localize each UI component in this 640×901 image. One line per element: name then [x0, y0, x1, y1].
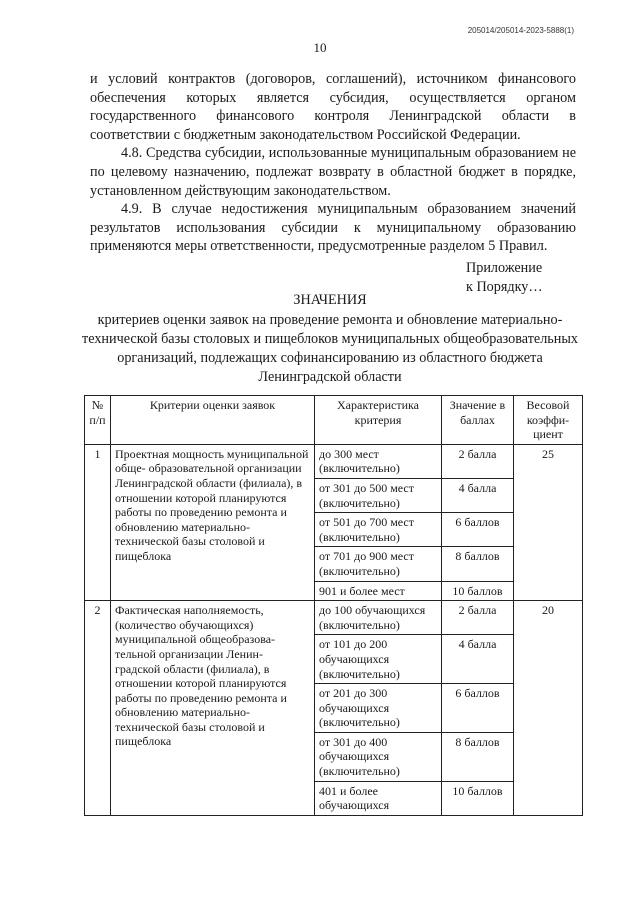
body-text — [90, 70, 576, 256]
score-cell: 8 баллов — [442, 732, 514, 781]
criterion-text: Фактическая наполняемость, (количество обучающихся) муниципальной общеобразова- тельной организации Ленин- градской области (филиала), в отношении которой планируются работы по проведению ремонта и обновлению материально- технической базы столовой и пищеблока — [111, 601, 315, 816]
score-cell: 2 балла — [442, 601, 514, 635]
score-cell: 10 баллов — [442, 781, 514, 815]
characteristic-cell: 401 и более обучающихся — [315, 781, 442, 815]
table-row — [85, 444, 583, 478]
row-number: 1 — [85, 444, 111, 600]
characteristic-cell: от 301 до 500 мест (включительно) — [315, 478, 442, 512]
row-number: 2 — [85, 601, 111, 816]
document-subtitle: критериев оценки заявок на проведение ремонта и обновление материально-технической базы столовых и пищеблоков муниципальных общеобразовательных организаций, подлежащих софинансированию из областного бюджета Ленинградской области — [82, 312, 578, 385]
paragraph-4-8: 4.8. Средства субсидии, использованные муниципальным образованием не по целевому назначению, подлежат возврату в областной бюджет в порядке, установленном действующим законодательством. — [90, 145, 576, 199]
characteristic-cell: 901 и более мест — [315, 581, 442, 601]
score-cell: 2 балла — [442, 444, 514, 478]
characteristic-cell: от 701 до 900 мест (включительно) — [315, 547, 442, 581]
header-weight: Весовой коэффи- циент — [514, 396, 583, 445]
weight-cell: 25 — [514, 444, 583, 600]
criterion-text: Проектная мощность муниципальной обще- образовательной организации Ленинградской области (филиала), в отношении которой планируются работы по проведению ремонта и обновлению материально- технической базы столовой и пищеблока — [111, 444, 315, 600]
score-cell: 6 баллов — [442, 684, 514, 733]
characteristic-cell: от 301 до 400 обучающихся (включительно) — [315, 732, 442, 781]
score-cell: 4 балла — [442, 478, 514, 512]
characteristic-cell: от 501 до 700 мест (включительно) — [315, 513, 442, 547]
paragraph-continuation: и условий контрактов (договоров, соглашений), источником финансового обеспечения которых является субсидия, осуществляется органом государственного финансового контроля Ленинградской области в соответствии с бюджетным законодательством Российской Федерации. — [90, 71, 576, 143]
weight-cell: 20 — [514, 601, 583, 816]
document-title: ЗНАЧЕНИЯ — [293, 292, 367, 308]
page-number: 10 — [313, 40, 327, 55]
characteristic-cell: от 101 до 200 обучающихся (включительно) — [315, 635, 442, 684]
characteristic-cell: до 100 обучающихся (включительно) — [315, 601, 442, 635]
characteristic-cell: от 201 до 300 обучающихся (включительно) — [315, 684, 442, 733]
table-header-row — [85, 396, 583, 445]
score-cell: 10 баллов — [442, 581, 514, 601]
score-cell: 4 балла — [442, 635, 514, 684]
score-cell: 6 баллов — [442, 513, 514, 547]
criteria-table — [84, 395, 583, 816]
paragraph-4-9: 4.9. В случае недостижения муниципальным образованием значений результатов использования субсидии к муниципальному образованию применяются меры ответственности, предусмотренные разделом 5 Правил. — [90, 201, 576, 255]
appendix-line-1: Приложение — [466, 260, 543, 276]
appendix-line-2: к Порядку… — [466, 279, 543, 295]
header-score: Значение в баллах — [442, 396, 514, 445]
score-cell: 8 баллов — [442, 547, 514, 581]
header-num: № п/п — [85, 396, 111, 445]
characteristic-cell: до 300 мест (включительно) — [315, 444, 442, 478]
document-id: 205014/205014-2023-5888(1) — [467, 26, 574, 35]
header-characteristic: Характеристика критерия — [315, 396, 442, 445]
table-row — [85, 601, 583, 635]
header-criteria: Критерии оценки заявок — [111, 396, 315, 445]
